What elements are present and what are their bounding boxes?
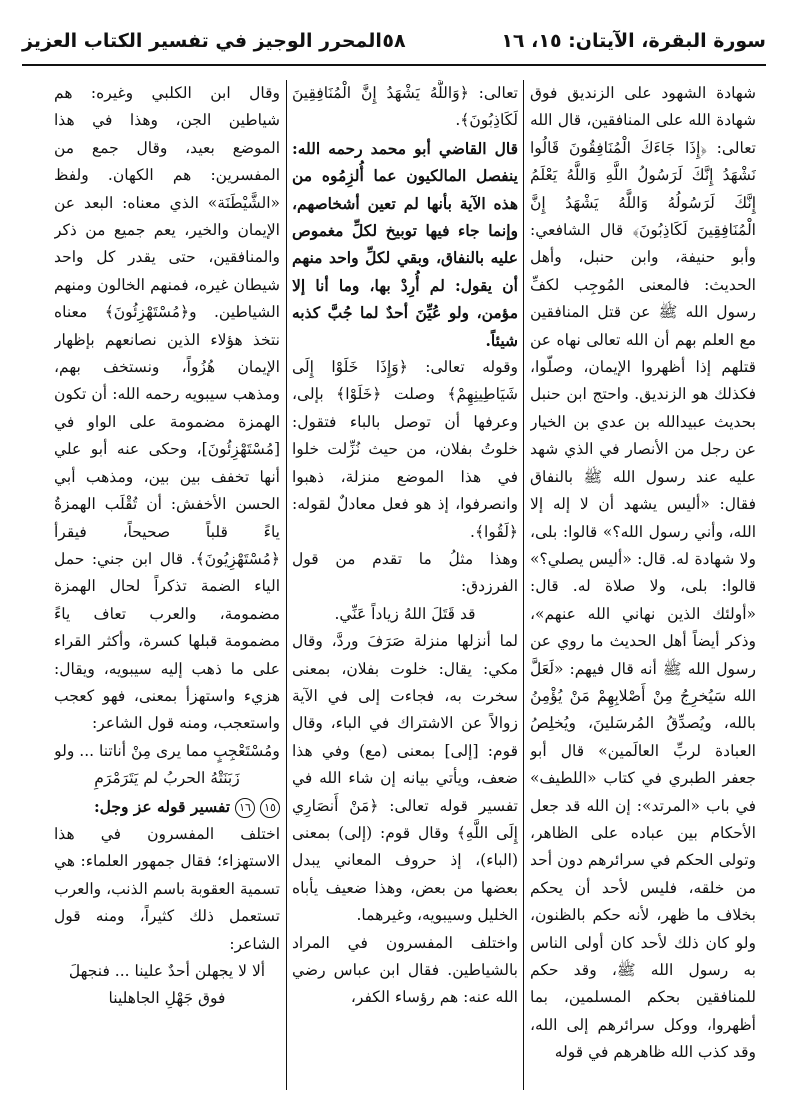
column-divider	[523, 80, 524, 1090]
surah-verses-label: سورة البقرة، الآيتان: ١٥، ١٦	[501, 30, 766, 52]
paragraph: واختلف المفسرون في المراد بالشياطين. فقال ابن عباس رضي الله عنه: هم رؤساء الكفر،	[292, 933, 518, 1007]
text-column-middle	[292, 80, 518, 1090]
paragraph: قال القاضي أبو محمد رحمه الله: ينفصل المالكيون عما أُلزِمُوه من هذه الآية بأنها لم تعين أشخاصهم، وإنما جاء فيها توبيخ لكلِّ مغموص عليه بالنفاق، وبقي لكلِّ واحد منهم أن يقول: لم أُرِدْ بها، وما أنا إلا مؤمن، ولو عُيِّنَ أحدٌ لما جُبَّ كذبه شيئاً.	[292, 138, 518, 350]
paragraph: وهذا مثلُ ما تقدم من قول الفرزدق:	[292, 549, 518, 596]
paragraph: وقال ابن الكلبي وغيره: هم شياطين الجن، وهذا في هذا الموضع بعيد، وقال جمع من المفسرين: هم الكهان. ولفظ «الشَّيْطَنَة» الذي معناه: البعد عن الإيمان والخير، يعم جميع من ذكر والمنافقين، حتى يقدر كل واحد شيطان غيره، فمنهم الخالون ومنهم الشياطين. و﴿مُسْتَهْزِئُونَ﴾ معناه نتخذ هؤلاء الذين نصانعهم بإظهار الإيمان هُزُواً، ونستخف بهم، ومذهب سيبويه رحمه الله: أن تكون الهمزة مضمومة على الواو في [مُسْتَهْزِئُونَ]، وحكى عنه أبو علي أنها تخفف بين بين، ومذهب أبي الحسن الأخفش: أن تُقْلَب الهمزةُ ياءً قلباً صحيحاً، فيقرأ ﴿مُسْتَهْزِيُونَ﴾. قال ابن جني: حمل الياء الضمة تذكراً لحال الهمزة مضمومة، والعرب تعاف ياءً مضمومة قبلها كسرة، وأكثر القراء على ما ذهب إليه سيبويه، ويقال: هزيء واستهزأ بمعنى، فهو كعجب واستعجب، ومنه قول الشاعر:	[54, 84, 280, 733]
paragraph: وقوله تعالى: ﴿وَإِذَا خَلَوْا إِلَى شَيَاطِينِهِمْ﴾ وصلت ﴿خَلَوْا﴾ بإلى، وعرفها أن توصل بالباء فتقول: خلوتُ بفلان، من حيث نُزِّلت خلوا في هذا الموضع منزلة، ذهبوا وانصرفوا، إذ هو فعل معادلٌ لقوله: ﴿لَقُوا﴾.	[292, 358, 518, 541]
poetry-verse: ألا لا يجهلن أحدٌ علينا ... فنجهلَ فوق جَهْلِ الجاهلينا	[68, 962, 266, 1008]
column-divider	[286, 80, 287, 1090]
verse-heading	[54, 793, 280, 821]
page-header	[22, 24, 766, 66]
paragraph: اختلف المفسرون في هذا الاستهزاء؛ فقال جمهور العلماء: هي تسمية العقوبة باسم الذنب، والعرب تستعمل ذلك كثيراً، ومنه قول الشاعر:	[54, 824, 280, 953]
paragraph: شهادة الشهود على الزنديق فوق شهادة الله على المنافقين، قال الله تعالى: ﴿إِذَا جَاءَكَ الْمُنَافِقُونَ قَالُوا نَشْهَدُ إِنَّكَ لَرَسُولُ اللَّهِ وَاللَّهُ يَعْلَمُ إِنَّكَ لَرَسُولُهُ وَاللَّهُ يَشْهَدُ إِنَّ الْمُنَافِقِينَ لَكَاذِبُونَ﴾ قال الشافعي: وأبو حنيفة، وابن حنبل، وأهل الحديث: فالمعنى المُوجِب لكفِّ رسول الله ﷺ عن قتل المنافقين مع العلم بهم أن الله تعالى نهاه عن قتلهم إذا أظهروا الإيمان، وصلّوا، فكذلك هو الزنديق. واحتج ابن حنبل بحديث عبيدالله بن عدي بن الخيار عن رجل من الأنصار في الذي شهد عليه عند رسول الله ﷺ بالنفاق فقال: «أليس يشهد أن لا إله إلا الله، وأني رسول الله؟» قالوا: بلى، ولا شهادة له. قال: «أليس يصلي؟» قالوا: بلى، ولا صلاة له. قال: «أولئك الذين نهاني الله عنهم»، وذكر أيضاً أهل الحديث ما روي عن رسول الله ﷺ أنه قال فيهم: «لَعَلَّ الله سَيُخرِجُ مِنْ أَصْلابِهِمْ مَنْ يُؤْمِنُ بالله، ويُصدِّقُ المُرسَلينَ، ويُخلِصُ العبادة لربِّ العالَمين» قال أبو جعفر الطبري في كتاب «اللطيف» في باب «المرتد»: إن الله قد جعل الأحكام بين عباده على الظاهر، وتولى الحكم في سرائرهم دون أحد من خلقه، فليس لأحد أن يحكم بخلاف ما ظهر، لأنه حكم بالظنون، ولو كان ذلك لأحد كان أولى الناس به رسول الله ﷺ، وقد حكم للمنافقين بحكم المسلمين، بما أظهروا، ووكل سرائرهم إلى الله، وقد كذب الله ظاهرهم في قوله	[530, 84, 756, 1062]
text-column-left	[54, 80, 280, 1090]
poetry-verse: قد قَتَلَ اللهُ زياداً عَنِّي.	[334, 604, 476, 623]
book-title: المحرر الوجيز في تفسير الكتاب العزيز	[22, 30, 382, 52]
section-heading: تفسير قوله عز وجل:	[93, 796, 231, 816]
verse-number-marker: ١٦	[235, 798, 255, 818]
poetry-verse: ومُسْتَعْجِبٍ مما يرى مِنْ أناتنا ... ولو زَبَنَتْهُ الحربُ لم يَتَرَمْرَمِ	[54, 741, 280, 788]
verse-number-marker: ١٥	[260, 798, 280, 818]
paragraph: تعالى: ﴿وَاللَّهُ يَشْهَدُ إِنَّ الْمُنَافِقِينَ لَكَاذِبُونَ﴾.	[292, 84, 518, 130]
page-number: ٥٨	[382, 30, 406, 52]
paragraph: لما أنزلها منزلة صَرَفَ وردَّ، وقال مكي: يقال: خلوت بفلان، بمعنى سخرت به، فجاءت إلى في الآية زوالاً عن الاشتراك في الباء، وقال قوم: [إلى] بمعنى (مع) وفي هذا ضعف، ويأتي بيانه إن شاء الله في تفسير قوله تعالى: ﴿مَنْ أَنصَارِي إِلَى اللَّهِ﴾ وقال قوم: (إلى) بمعنى (الباء)، إذ حروف المعاني يبدل بعضها من بعض، وهذا ضعيف يأباه الخليل وسيبويه، وغيرهما.	[292, 632, 518, 925]
text-column-right	[530, 80, 756, 1090]
